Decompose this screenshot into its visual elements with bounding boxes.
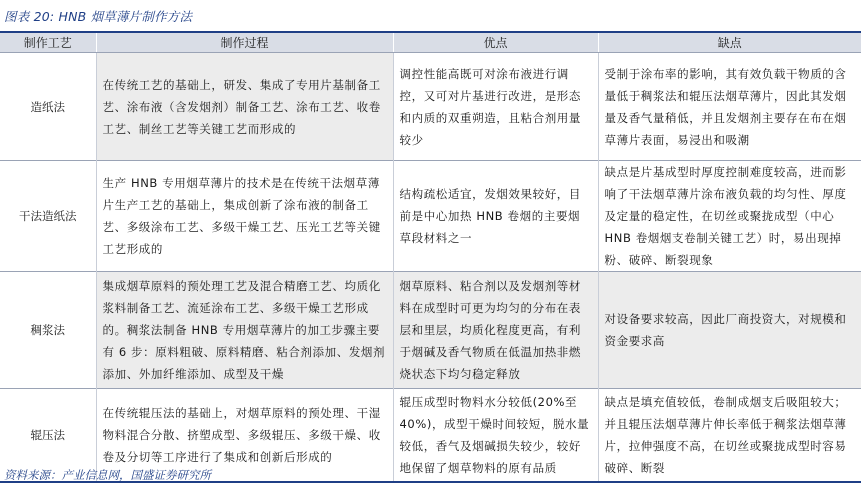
table-row xyxy=(0,53,861,161)
cell-pros: 结构疏松适宜，发烟效果较好，目前是中心加热 HNB 卷烟的主要烟草段材料之一 xyxy=(393,161,598,272)
cell-method: 干法造纸法 xyxy=(0,161,96,272)
figure-title: 图表 20: HNB 烟草薄片制作方法 xyxy=(4,9,193,24)
cell-process: 生产 HNB 专用烟草薄片的技术是在传统干法烟草薄片生产工艺的基础上，集成创新了涂布液的制备工艺、多级涂布工艺、多级干燥工艺、压光工艺等关键工艺形成的 xyxy=(96,161,393,272)
cell-cons: 缺点是填充值较低，卷制成烟支后吸阻较大；并且辊压法烟草薄片伸长率低于稠浆法烟草薄片，拉伸强度不高，在切丝或聚拢成型时容易破碎、断裂 xyxy=(598,389,861,483)
cell-method: 造纸法 xyxy=(0,53,96,161)
cell-process: 在传统工艺的基础上，研发、集成了专用片基制备工艺、涂布液（含发烟剂）制备工艺、涂布工艺、收卷工艺、制丝工艺等关键工艺而形成的 xyxy=(96,53,393,161)
header-cons: 缺点 xyxy=(598,32,861,53)
source-note: 资料来源：产业信息网，国盛证券研究所 xyxy=(4,468,211,482)
header-process: 制作过程 xyxy=(96,32,393,53)
cell-pros: 辊压成型时物料水分较低(20%至40%)，成型干燥时间较短，脱水量较低，香气及烟碱损失较少，较好地保留了烟草物料的原有品质 xyxy=(393,389,598,483)
table-row xyxy=(0,161,861,272)
cell-method: 辊压法 xyxy=(0,389,96,483)
cell-cons: 受制于涂布率的影响，其有效负载干物质的含量低于稠浆法和辊压法烟草薄片，因此其发烟量及香气量稍低，并且发烟剂主要存在布在烟草薄片表面，易浸出和吸潮 xyxy=(598,53,861,161)
table-header-row xyxy=(0,32,861,53)
cell-pros: 调控性能高既可对涂布液进行调控，又可对片基进行改进，是形态和内质的双重朔造，且粘合剂用量较少 xyxy=(393,53,598,161)
table-row xyxy=(0,272,861,389)
methods-table xyxy=(0,31,861,483)
cell-process: 集成烟草原料的预处理工艺及混合精磨工艺、均质化浆料制备工艺、流延涂布工艺、多级干燥工艺形成的。稠浆法制备 HNB 专用烟草薄片的加工步骤主要有 6 步：原料粗破、原料精磨、粘合剂添加、发烟剂添加、外加纤维添加、成型及干燥 xyxy=(96,272,393,389)
cell-process: 在传统辊压法的基础上，对烟草原料的预处理、干湿物料混合分散、挤塑成型、多级辊压、多级干燥、收卷及分切等工序进行了集成和创新后形成的 xyxy=(96,389,393,483)
header-pros: 优点 xyxy=(393,32,598,53)
header-method: 制作工艺 xyxy=(0,32,96,53)
cell-method: 稠浆法 xyxy=(0,272,96,389)
cell-cons: 对设备要求较高，因此厂商投资大，对规模和资金要求高 xyxy=(598,272,861,389)
cell-cons: 缺点是片基成型时厚度控制难度较高，进而影响了干法烟草薄片涂布液负载的均匀性、厚度及定量的稳定性，在切丝或聚拢成型（中心 HNB 卷烟烟支卷制关键工艺）时，易出现掉粉、破碎、断裂现象 xyxy=(598,161,861,272)
cell-pros: 烟草原料、粘合剂以及发烟剂等材料在成型时可更为均匀的分布在表层和里层，均质化程度更高，有利于烟碱及香气物质在低温加热非燃烧状态下均匀稳定释放 xyxy=(393,272,598,389)
